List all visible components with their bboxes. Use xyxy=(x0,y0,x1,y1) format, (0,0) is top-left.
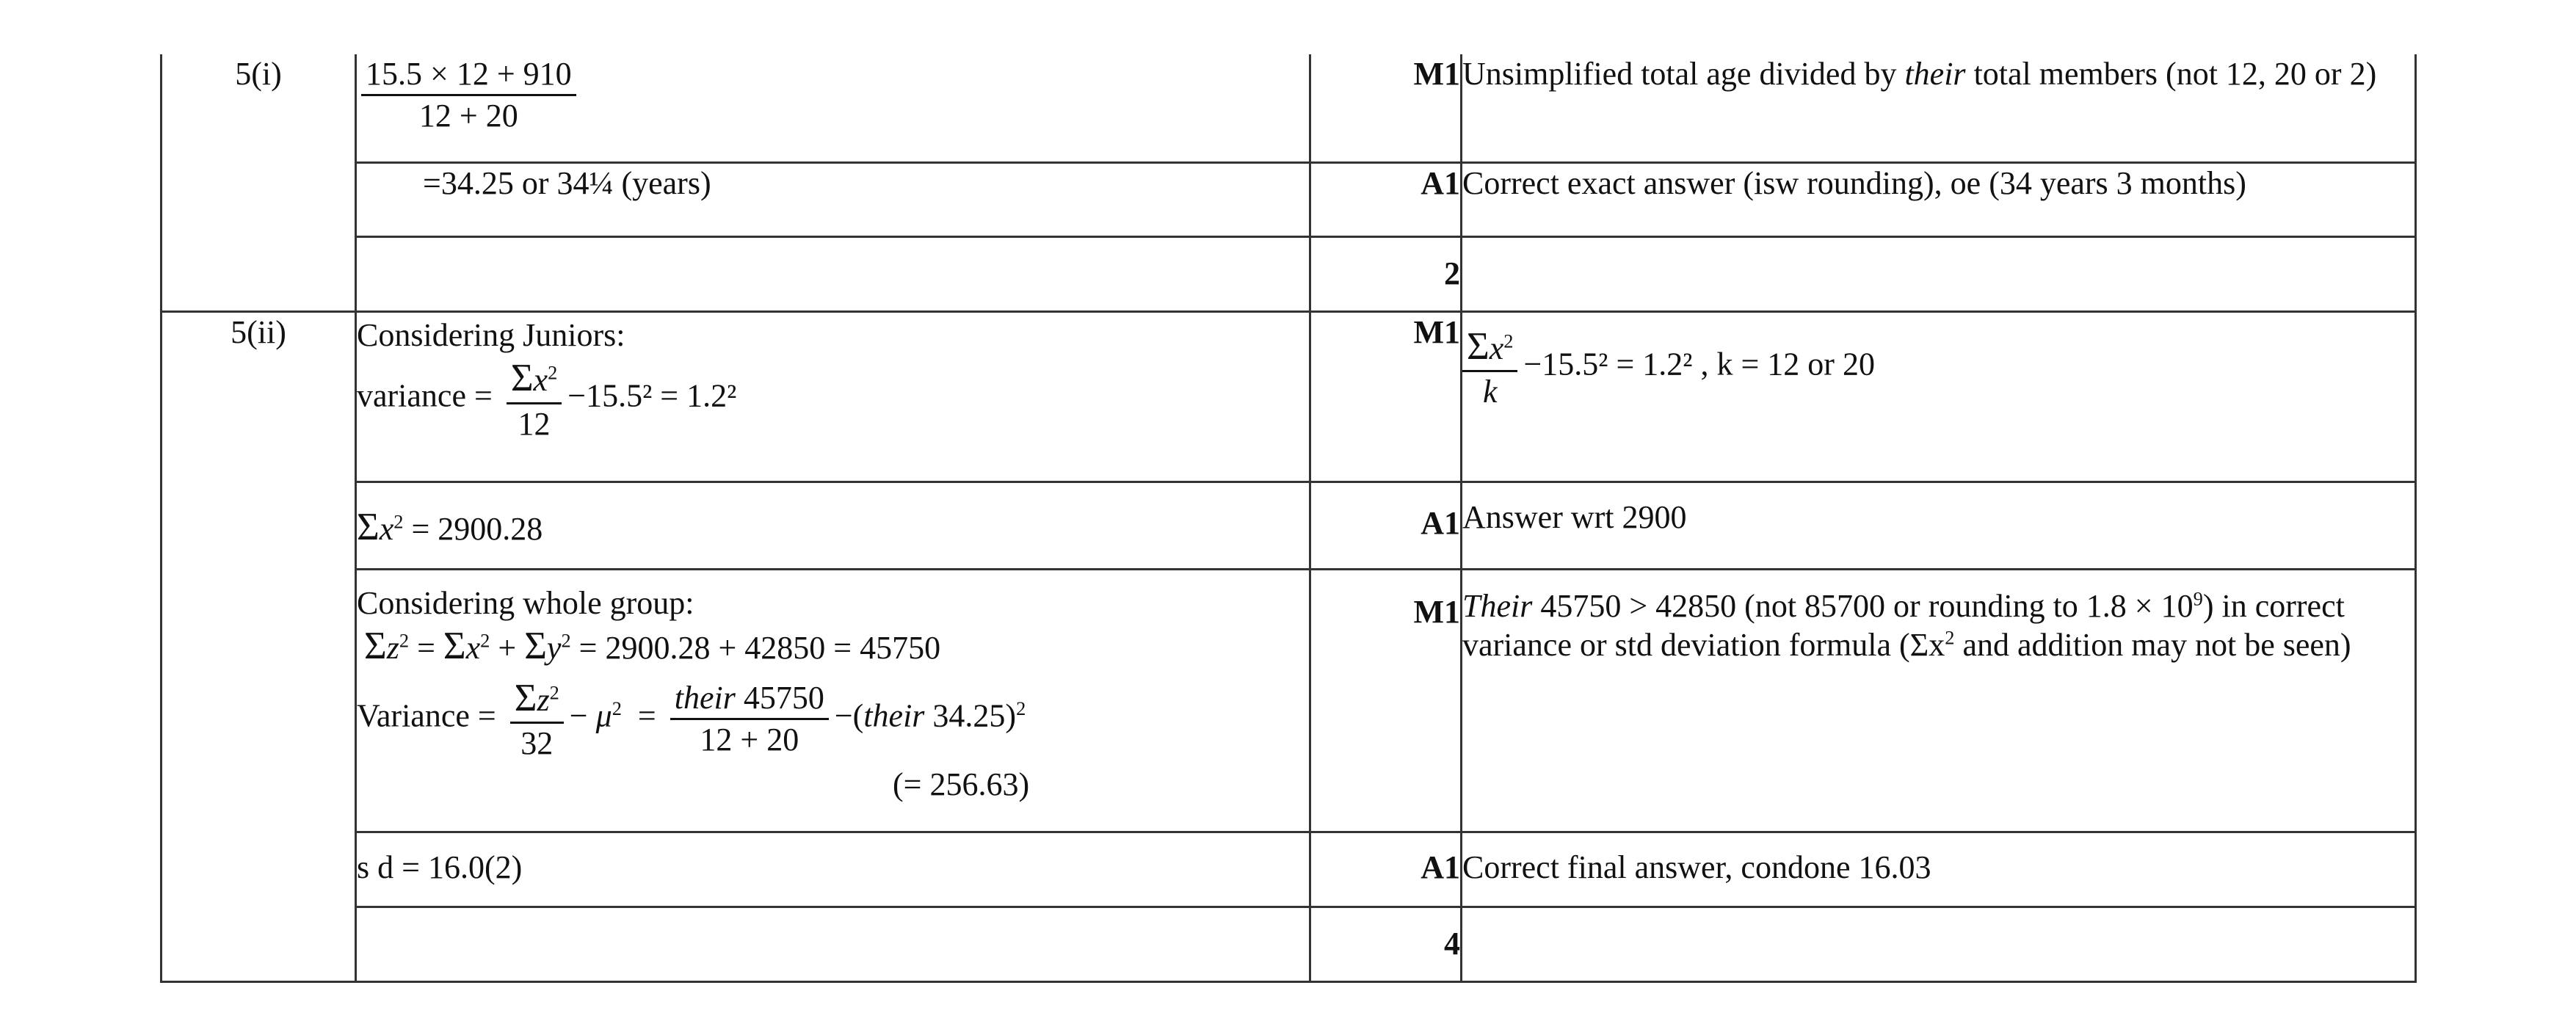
total-mark: 4 xyxy=(1310,907,1462,981)
mark-cell: A1 xyxy=(1310,162,1462,236)
guidance-cell: $\frac{\Sigma x^2}{k}$ −15.5² = 1.2² , k = 12 or 20 xyxy=(1462,311,2416,482)
mean-fraction: $\frac{15.5 \times 12 + 910}{12 + 20}$ xyxy=(361,54,576,135)
variance-fraction: $\frac{\Sigma z^2}{32}$ xyxy=(510,675,564,763)
guidance-cell: Unsimplified total age divided by their total members (not 12, 20 or 2) xyxy=(1462,54,2416,162)
total-mark: 2 xyxy=(1310,236,1462,311)
guidance-fraction: $\frac{\Sigma x^2}{k}$ xyxy=(1462,323,1517,412)
answer-cell: Considering whole group: $\Sigma z^2 = \Sigma x^2 + \Sigma y^2 = 2900.28 + 42850 = 45750$ Variance = $\frac{\Sigma z^2}{32}$ − $\mu^2$ = $\frac{\text{their 45750}}{12 + 20}$ −(their 34.25)$^2$ (= 256.63) xyxy=(356,569,1310,832)
their-fraction: $\frac{\text{their 45750}}{12 + 20}$ xyxy=(670,678,829,759)
mark-cell: A1 xyxy=(1310,832,1462,907)
question-number: 5(i) xyxy=(162,54,356,311)
mark-cell: A1 xyxy=(1310,482,1462,569)
answer-cell: $\Sigma x^2 = 2900.28$ xyxy=(356,482,1310,569)
guidance-cell: Correct final answer, condone 16.03 xyxy=(1462,832,2416,907)
answer-cell: =34.25 or 34¼ (years) xyxy=(356,162,1310,236)
guidance-cell xyxy=(1462,236,2416,311)
answer-cell xyxy=(356,54,1310,162)
answer-cell xyxy=(356,907,1310,981)
answer-cell: Considering Juniors: variance = $\frac{\Sigma x^2}{12}$ −15.5² = 1.2² xyxy=(356,311,1310,482)
mark-cell: M1 xyxy=(1310,569,1462,832)
variance-fraction: $\frac{\Sigma x^2}{12}$ xyxy=(507,355,562,443)
guidance-cell: Their 45750 > 42850 (not 85700 or rounding to $1.8 \times 10^9$) in correct variance or std deviation formula ($\Sigma x^2$ and addition may not be seen) xyxy=(1462,569,2416,832)
mark-cell: M1 xyxy=(1310,311,1462,482)
answer-cell xyxy=(356,236,1310,311)
mark-scheme-table xyxy=(160,54,2417,983)
mark-cell: M1 xyxy=(1310,54,1462,162)
question-number: 5(ii) xyxy=(162,311,356,981)
guidance-cell xyxy=(1462,907,2416,981)
guidance-cell: Answer wrt 2900 xyxy=(1462,482,2416,569)
answer-cell: s d = 16.0(2) xyxy=(356,832,1310,907)
guidance-cell: Correct exact answer (isw rounding), oe (34 years 3 months) xyxy=(1462,162,2416,236)
